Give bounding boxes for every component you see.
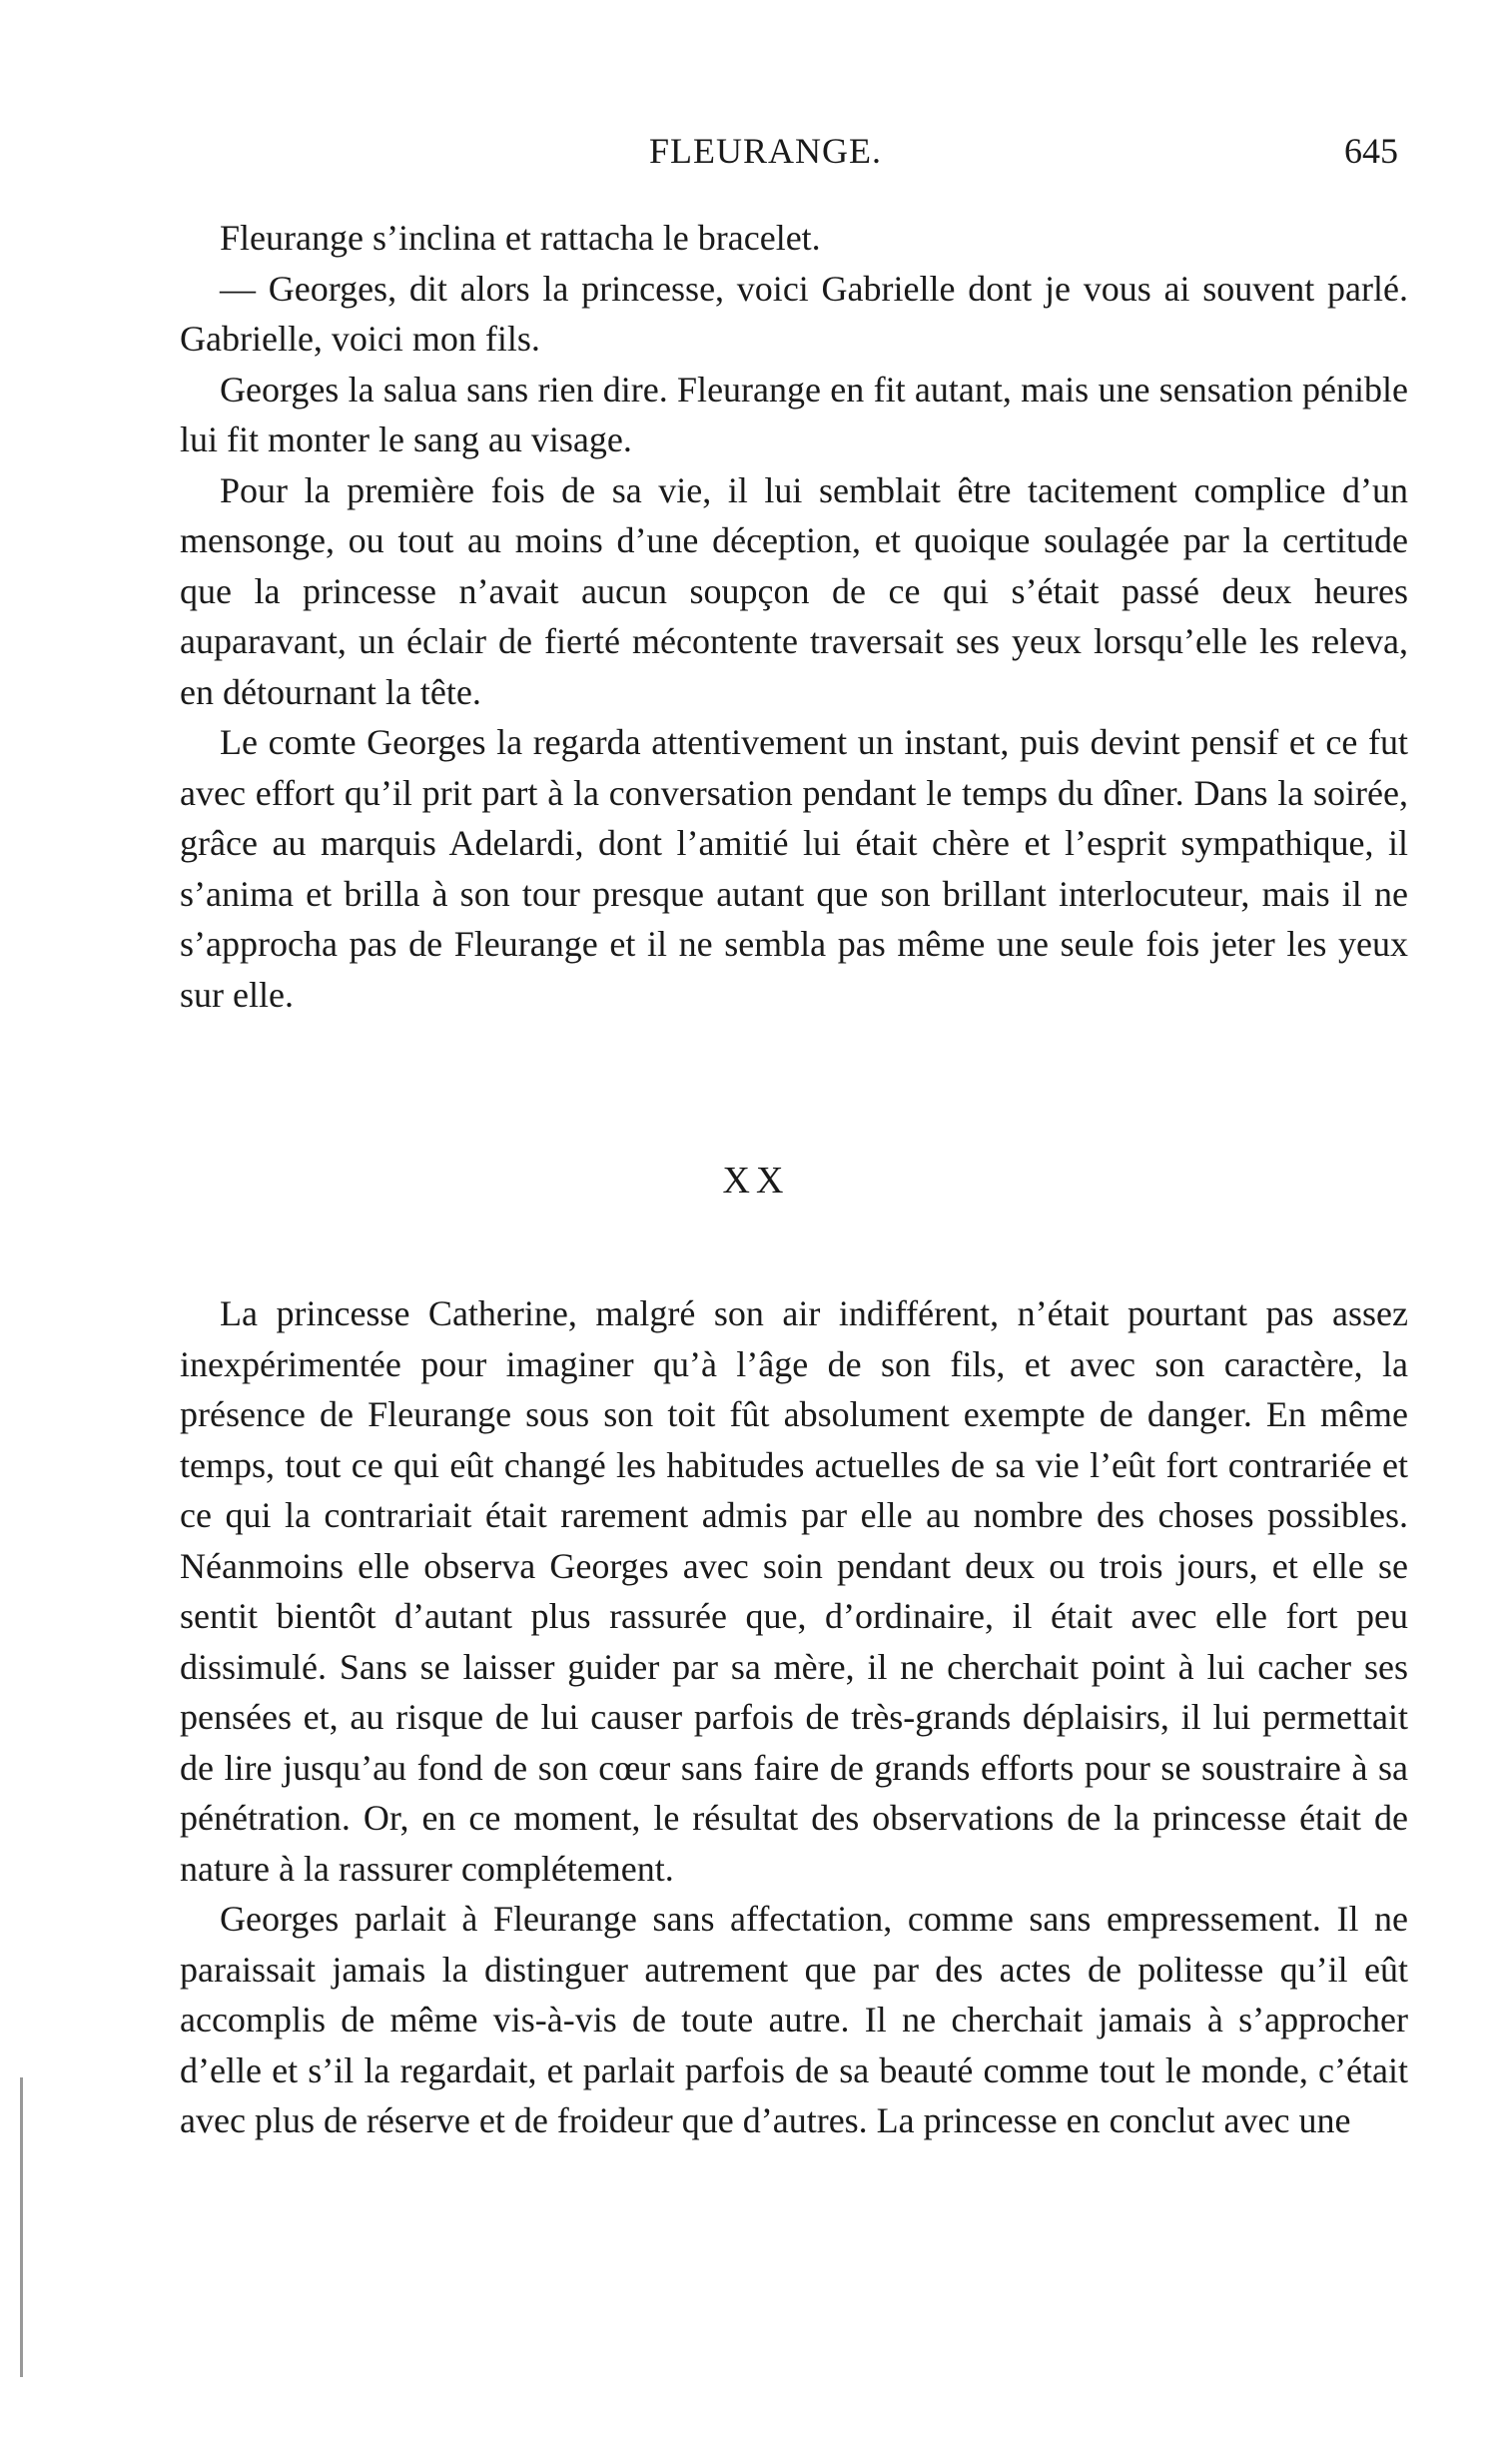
page-header [180, 130, 1398, 180]
paragraph: — Georges, dit alors la princesse, voici Gabrielle dont je vous ai souvent parlé. Gabrielle, voici mon fils. [180, 268, 1408, 359]
section-2-text [180, 1288, 1408, 2146]
chapter-heading: XX [722, 1160, 790, 1202]
paragraph: Fleurange s’inclina et rattacha le bracelet. [220, 218, 821, 258]
paragraph: La princesse Catherine, malgré son air indifférent, n’était pourtant pas assez inexpérimentée pour imaginer qu’à l’âge de son fils, et avec son caractère, la présence de Fleurange sous son toit fût absolument exempte de danger. En même temps, tout ce qui eût changé les habitudes actuelles de sa vie l’eût fort contrariée et ce qui la contrariait était rarement admis par elle au nombre des choses possibles. Néanmoins elle observa Georges avec soin pendant deux ou trois jours, et elle se sentit bientôt d’autant plus rassurée que, d’ordinaire, il était avec elle fort peu dissimulé. Sans se laisser guider par sa mère, il ne cherchait point à lui cacher ses pensées et, au risque de lui causer parfois de très-grands déplaisirs, il lui permettait de lire jusqu’au fond de son cœur sans faire de grands efforts pour se soustraire à sa pénétration. Or, en ce moment, le résultat des observations de la princesse était de nature à la rassurer complétement. [180, 1293, 1408, 1889]
page-number: 645 [1344, 131, 1398, 171]
paragraph: Le comte Georges la regarda attentivement un instant, puis devint pensif et ce fut avec effort qu’il prit part à la conversation pendant le temps du dîner. Dans la soirée, grâce au marquis Adelardi, dont l’amitié lui était chère et l’esprit sympathique, il s’anima et brilla à son tour presque autant que son brillant interlocuteur, mais il ne s’approcha pas de Fleurange et il ne sembla pas même une seule fois jeter les yeux sur elle. [180, 722, 1408, 1015]
paragraph: Georges la salua sans rien dire. Fleurange en fit autant, mais une sensation pénible lui fit monter le sang au visage. [180, 369, 1408, 459]
paragraph: Pour la première fois de sa vie, il lui semblait être tacitement complice d’un mensonge, ou tout au moins d’une déception, et quoique soulagée par la certitude que la princesse n’avait aucun soupçon de ce qui s’était passé deux heures auparavant, un éclair de fierté mécontente traversait ses yeux lorsqu’elle les releva, en détournant la tête. [180, 469, 1408, 712]
paragraph: Georges parlait à Fleurange sans affectation, comme sans empressement. Il ne paraissait jamais la distinguer autrement que par des actes de politesse qu’il eût accomplis de même vis-à-vis de toute autre. Il ne cherchait jamais à s’approcher d’elle et s’il la regardait, et parlait parfois de sa beauté comme tout le monde, c’était avec plus de réserve et de froideur que d’autres. La princesse en conclut avec une [180, 1899, 1408, 2140]
section-1-text [180, 213, 1408, 1020]
running-title: FLEURANGE. [649, 131, 882, 171]
scan-margin-mark [20, 2077, 23, 2377]
